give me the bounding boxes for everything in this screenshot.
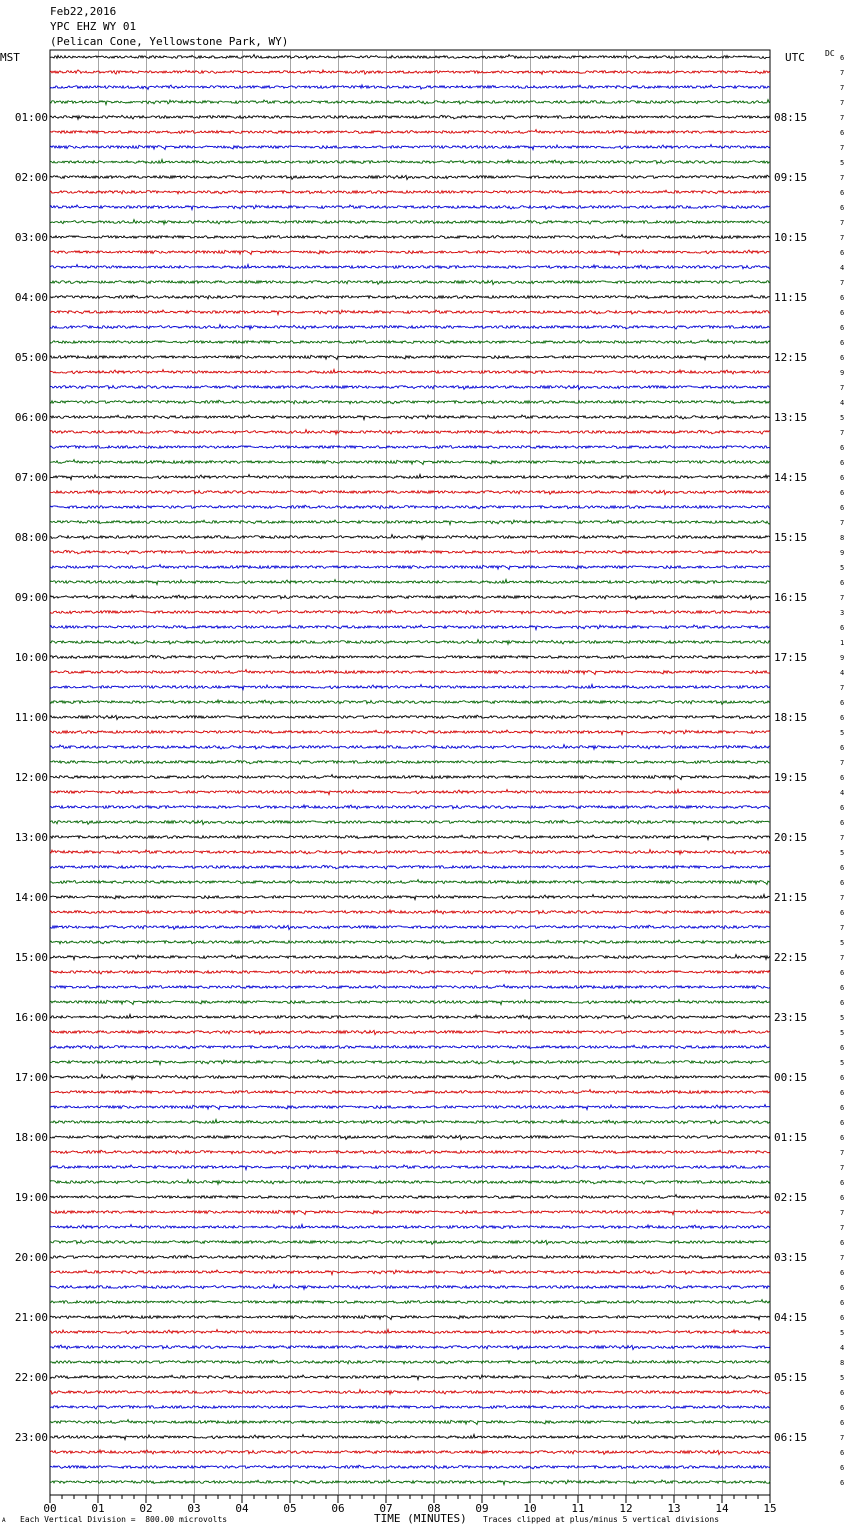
trace-line <box>50 550 770 554</box>
trace-line <box>50 385 770 389</box>
left-hour-label: 16:00 <box>14 1011 48 1024</box>
x-tick-label: 02 <box>139 1502 153 1515</box>
dc-offset-label: 6 <box>840 624 845 632</box>
dc-offset-label: 6 <box>840 1074 845 1082</box>
trace-line <box>50 1300 770 1304</box>
trace-line <box>50 190 770 194</box>
trace-line <box>50 595 770 600</box>
trace-line <box>50 145 770 150</box>
dc-offset-label: 6 <box>840 129 845 137</box>
trace-line <box>50 730 770 735</box>
left-hour-label: 10:00 <box>14 651 48 664</box>
trace-line <box>50 159 770 164</box>
trace-line <box>50 850 770 855</box>
trace-line <box>50 325 770 330</box>
left-hour-label: 04:00 <box>14 291 48 304</box>
left-hour-label: 22:00 <box>14 1371 48 1384</box>
trace-line <box>50 1450 770 1455</box>
dc-offset-label: 7 <box>840 99 845 107</box>
right-hour-label: 21:15 <box>774 891 808 904</box>
dc-offset-label: 6 <box>840 54 845 62</box>
trace-line <box>50 340 770 344</box>
dc-offset-label: 8 <box>840 1359 845 1367</box>
left-hour-label: 14:00 <box>14 891 48 904</box>
x-axis-title: TIME (MINUTES) <box>374 1512 467 1525</box>
dc-offset-label: 4 <box>840 399 845 407</box>
right-timezone-label: UTC <box>785 51 805 64</box>
left-hour-label: 20:00 <box>14 1251 48 1264</box>
dc-offset-label: 4 <box>840 669 845 677</box>
right-hour-label: 10:15 <box>774 231 808 244</box>
trace-line <box>50 1315 770 1319</box>
trace-line <box>50 1060 770 1065</box>
trace-line <box>50 820 770 824</box>
trace-line <box>50 1434 770 1439</box>
trace-line <box>50 1075 770 1080</box>
dc-offset-label: 5 <box>840 1059 845 1067</box>
left-hour-label: 18:00 <box>14 1131 48 1144</box>
trace-line <box>50 955 770 960</box>
trace-line <box>50 1240 770 1244</box>
trace-line <box>50 415 770 420</box>
dc-offset-label: 6 <box>840 1299 845 1307</box>
x-tick-label: 03 <box>187 1502 201 1515</box>
trace-line <box>50 250 770 255</box>
trace-line <box>50 130 770 134</box>
dc-offset-label: 6 <box>840 804 845 812</box>
trace-line <box>50 1165 770 1170</box>
dc-offset-label: 6 <box>840 579 845 587</box>
right-hour-label: 22:15 <box>774 951 808 964</box>
dc-offset-label: 6 <box>840 1419 845 1427</box>
left-hour-label: 05:00 <box>14 351 48 364</box>
dc-offset-label: 7 <box>840 894 845 902</box>
left-hour-label: 13:00 <box>14 831 48 844</box>
trace-line <box>50 535 770 540</box>
dc-offset-label: 7 <box>840 429 845 437</box>
right-hour-label: 06:15 <box>774 1431 808 1444</box>
trace-line <box>50 579 770 584</box>
x-tick-label: 06 <box>331 1502 345 1515</box>
x-tick-label: 04 <box>235 1502 249 1515</box>
dc-offset-label: 6 <box>840 324 845 332</box>
dc-offset-label: 7 <box>840 84 845 92</box>
right-hour-label: 14:15 <box>774 471 808 484</box>
x-tick-label: 09 <box>475 1502 489 1515</box>
x-tick-label: 13 <box>667 1502 681 1515</box>
right-hour-label: 20:15 <box>774 831 808 844</box>
right-hour-label: 18:15 <box>774 711 808 724</box>
dc-offset-label: 6 <box>840 459 845 467</box>
dc-offset-label: 9 <box>840 654 845 662</box>
dc-offset-label: 6 <box>840 1089 845 1097</box>
trace-line <box>50 235 770 239</box>
x-tick-label: 15 <box>763 1502 777 1515</box>
trace-line <box>50 760 770 764</box>
right-hour-label: 00:15 <box>774 1071 808 1084</box>
trace-line <box>50 625 770 630</box>
dc-offset-label: 6 <box>840 699 845 707</box>
trace-line <box>50 1150 770 1154</box>
dc-offset-label: 7 <box>840 954 845 962</box>
dc-offset-label: 7 <box>840 1164 845 1172</box>
dc-offset-label: 6 <box>840 339 845 347</box>
dc-offset-label: 6 <box>840 969 845 977</box>
dc-offset-label: 6 <box>840 1239 845 1247</box>
dc-offset-label: 7 <box>840 1254 845 1262</box>
left-hour-label: 23:00 <box>14 1431 48 1444</box>
dc-offset-label: 5 <box>840 564 845 572</box>
right-hour-label: 03:15 <box>774 1251 808 1264</box>
dc-offset-label: 6 <box>840 774 845 782</box>
dc-offset-label: 6 <box>840 909 845 917</box>
dc-offset-label: 7 <box>840 924 845 932</box>
dc-offset-label: 7 <box>840 684 845 692</box>
dc-offset-label: 7 <box>840 834 845 842</box>
left-hour-label: 08:00 <box>14 531 48 544</box>
dc-offset-label: 6 <box>840 879 845 887</box>
x-tick-label: 00 <box>43 1502 57 1515</box>
trace-line <box>50 115 770 119</box>
trace-line <box>50 100 770 105</box>
trace-line <box>50 1135 770 1139</box>
right-hour-label: 02:15 <box>774 1191 808 1204</box>
dc-offset-label: 6 <box>840 354 845 362</box>
trace-line <box>50 565 770 570</box>
x-tick-label: 01 <box>91 1502 105 1515</box>
dc-offset-label: 6 <box>840 1104 845 1112</box>
dc-offset-label: 6 <box>840 1179 845 1187</box>
trace-line <box>50 70 770 74</box>
trace-line <box>50 400 770 404</box>
trace-line <box>50 1224 770 1229</box>
x-tick-label: 05 <box>283 1502 297 1515</box>
dc-offset-label: 6 <box>840 984 845 992</box>
dc-offset-label: 6 <box>840 864 845 872</box>
dc-offset-label: 7 <box>840 279 845 287</box>
clip-note: Traces clipped at plus/minus 5 vertical divisions <box>483 1515 720 1524</box>
x-tick-label: 12 <box>619 1502 633 1515</box>
left-hour-label: 15:00 <box>14 951 48 964</box>
trace-line <box>50 684 770 689</box>
left-hour-label: 11:00 <box>14 711 48 724</box>
dc-offset-label: 6 <box>840 1284 845 1292</box>
dc-offset-label: 6 <box>840 204 845 212</box>
trace-line <box>50 835 770 840</box>
trace-line <box>50 985 770 989</box>
trace-line <box>50 1375 770 1380</box>
dc-offset-label: 5 <box>840 939 845 947</box>
dc-offset-label: 5 <box>840 729 845 737</box>
trace-line <box>50 1420 770 1425</box>
left-hour-label: 12:00 <box>14 771 48 784</box>
right-hour-label: 11:15 <box>774 291 808 304</box>
trace-line <box>50 775 770 780</box>
dc-offset-label: 5 <box>840 1014 845 1022</box>
trace-line <box>50 310 770 315</box>
dc-offset-label: 5 <box>840 1374 845 1382</box>
dc-offset-label: 6 <box>840 474 845 482</box>
dc-offset-label: 4 <box>840 264 845 272</box>
trace-line <box>50 1090 770 1094</box>
trace-line <box>50 894 770 899</box>
trace-line <box>50 220 770 225</box>
right-hour-label: 17:15 <box>774 651 808 664</box>
trace-line <box>50 670 770 675</box>
dc-offset-label: 5 <box>840 414 845 422</box>
dc-offset-label: 6 <box>840 1194 845 1202</box>
dc-offset-label: 8 <box>840 534 845 542</box>
trace-line <box>50 940 770 944</box>
trace-line <box>50 640 770 645</box>
trace-line <box>50 1105 770 1110</box>
dc-offset-label: 9 <box>840 549 845 557</box>
right-hour-label: 08:15 <box>774 111 808 124</box>
left-hour-label: 03:00 <box>14 231 48 244</box>
trace-line <box>50 205 770 210</box>
dc-offset-label: 6 <box>840 294 845 302</box>
dc-offset-label: 6 <box>840 309 845 317</box>
dc-offset-label: 7 <box>840 69 845 77</box>
dc-offset-label: 7 <box>840 384 845 392</box>
dc-offset-label: 6 <box>840 1269 845 1277</box>
left-hour-label: 21:00 <box>14 1311 48 1324</box>
trace-line <box>50 1210 770 1215</box>
dc-offset-label: 6 <box>840 489 845 497</box>
dc-offset-label: 7 <box>840 114 845 122</box>
x-tick-label: 08 <box>427 1502 441 1515</box>
dc-offset-label: 6 <box>840 999 845 1007</box>
dc-offset-label: 6 <box>840 1449 845 1457</box>
dc-offset-label: 7 <box>840 1149 845 1157</box>
dc-offset-label: 6 <box>840 1389 845 1397</box>
dc-offset-label: 6 <box>840 444 845 452</box>
x-tick-label: 14 <box>715 1502 729 1515</box>
left-hour-label: 17:00 <box>14 1071 48 1084</box>
trace-line <box>50 175 770 179</box>
right-hour-label: 01:15 <box>774 1131 808 1144</box>
right-hour-label: 16:15 <box>774 591 808 604</box>
dc-offset-label: 7 <box>840 1434 845 1442</box>
trace-line <box>50 520 770 525</box>
trace-line <box>50 264 770 269</box>
header-location: (Pelican Cone, Yellowstone Park, WY) <box>50 35 289 48</box>
dc-offset-label: 6 <box>840 1464 845 1472</box>
dc-offset-label: 6 <box>840 1119 845 1127</box>
dc-label: DC <box>825 49 835 58</box>
header-date: Feb22,2016 <box>50 5 117 18</box>
trace-line <box>50 1360 770 1364</box>
trace-line <box>50 970 770 974</box>
trace-line <box>50 460 770 465</box>
trace-line <box>50 505 770 509</box>
dc-offset-label: 7 <box>840 234 845 242</box>
dc-offset-label: 6 <box>840 819 845 827</box>
dc-offset-label: 6 <box>840 714 845 722</box>
trace-line <box>50 1195 770 1199</box>
trace-line <box>50 789 770 794</box>
trace-line <box>50 295 770 299</box>
dc-offset-label: 5 <box>840 849 845 857</box>
dc-offset-label: 6 <box>840 504 845 512</box>
trace-line <box>50 865 770 869</box>
dc-offset-label: 5 <box>840 159 845 167</box>
trace-line <box>50 700 770 704</box>
trace-line <box>50 1285 770 1290</box>
trace-line <box>50 925 770 929</box>
dc-offset-label: 6 <box>840 249 845 257</box>
x-tick-label: 11 <box>571 1502 585 1515</box>
dc-offset-label: 7 <box>840 1224 845 1232</box>
left-hour-label: 02:00 <box>14 171 48 184</box>
trace-line <box>50 430 770 435</box>
trace-line <box>50 1329 770 1333</box>
trace-line <box>50 1000 770 1005</box>
trace-line <box>50 1119 770 1124</box>
x-tick-label: 10 <box>523 1502 537 1515</box>
dc-offset-label: 4 <box>840 1344 845 1352</box>
trace-line <box>50 355 770 360</box>
right-hour-label: 13:15 <box>774 411 808 424</box>
trace-line <box>50 446 770 449</box>
trace-line <box>50 910 770 914</box>
header-station: YPC EHZ WY 01 <box>50 20 137 33</box>
dc-offset-label: 7 <box>840 594 845 602</box>
dc-offset-label: 6 <box>840 1134 845 1142</box>
trace-line <box>50 1255 770 1259</box>
dc-offset-label: 6 <box>840 1314 845 1322</box>
right-hour-label: 05:15 <box>774 1371 808 1384</box>
scale-note: Each Vertical Division = 800.00 microvolts <box>20 1515 228 1524</box>
trace-line <box>50 280 770 284</box>
trace-line <box>50 369 770 374</box>
trace-line <box>50 85 770 90</box>
right-hour-label: 19:15 <box>774 771 808 784</box>
dc-offset-label: 9 <box>840 369 845 377</box>
trace-line <box>50 474 770 479</box>
right-hour-label: 09:15 <box>774 171 808 184</box>
trace-line <box>50 1270 770 1275</box>
trace-line <box>50 1014 770 1019</box>
dc-offset-label: 5 <box>840 1329 845 1337</box>
trace-line <box>50 55 770 59</box>
right-hour-label: 15:15 <box>774 531 808 544</box>
dc-offset-label: 7 <box>840 174 845 182</box>
dc-offset-label: 1 <box>840 639 845 647</box>
trace-line <box>50 805 770 809</box>
trace-line <box>50 1390 770 1395</box>
dc-offset-label: 7 <box>840 219 845 227</box>
right-hour-label: 23:15 <box>774 1011 808 1024</box>
trace-line <box>50 880 770 885</box>
trace-line <box>50 715 770 719</box>
dc-offset-label: 7 <box>840 1209 845 1217</box>
left-hour-label: 07:00 <box>14 471 48 484</box>
left-hour-label: 09:00 <box>14 591 48 604</box>
trace-line <box>50 745 770 750</box>
left-hour-label: 06:00 <box>14 411 48 424</box>
trace-line <box>50 1180 770 1185</box>
trace-line <box>50 1045 770 1049</box>
dc-offset-label: 7 <box>840 759 845 767</box>
dc-offset-label: 6 <box>840 744 845 752</box>
dc-offset-label: 3 <box>840 609 845 617</box>
dc-offset-label: 6 <box>840 189 845 197</box>
dc-offset-label: 7 <box>840 144 845 152</box>
left-hour-label: 19:00 <box>14 1191 48 1204</box>
trace-line <box>50 1030 770 1034</box>
trace-line <box>50 1406 770 1409</box>
x-tick-label: 07 <box>379 1502 393 1515</box>
dc-offset-label: 4 <box>840 789 845 797</box>
corner-mark: A <box>2 1517 6 1524</box>
trace-line <box>50 610 770 614</box>
dc-offset-label: 6 <box>840 1404 845 1412</box>
trace-line <box>50 655 770 659</box>
trace-line <box>50 1480 770 1485</box>
trace-line <box>50 1465 770 1469</box>
dc-offset-label: 6 <box>840 1479 845 1487</box>
trace-line <box>50 1345 770 1349</box>
dc-offset-label: 7 <box>840 519 845 527</box>
right-hour-label: 12:15 <box>774 351 808 364</box>
left-hour-label: 01:00 <box>14 111 48 124</box>
dc-offset-label: 5 <box>840 1029 845 1037</box>
right-hour-label: 04:15 <box>774 1311 808 1324</box>
dc-offset-label: 6 <box>840 1044 845 1052</box>
left-timezone-label: MST <box>0 51 20 64</box>
trace-line <box>50 490 770 494</box>
